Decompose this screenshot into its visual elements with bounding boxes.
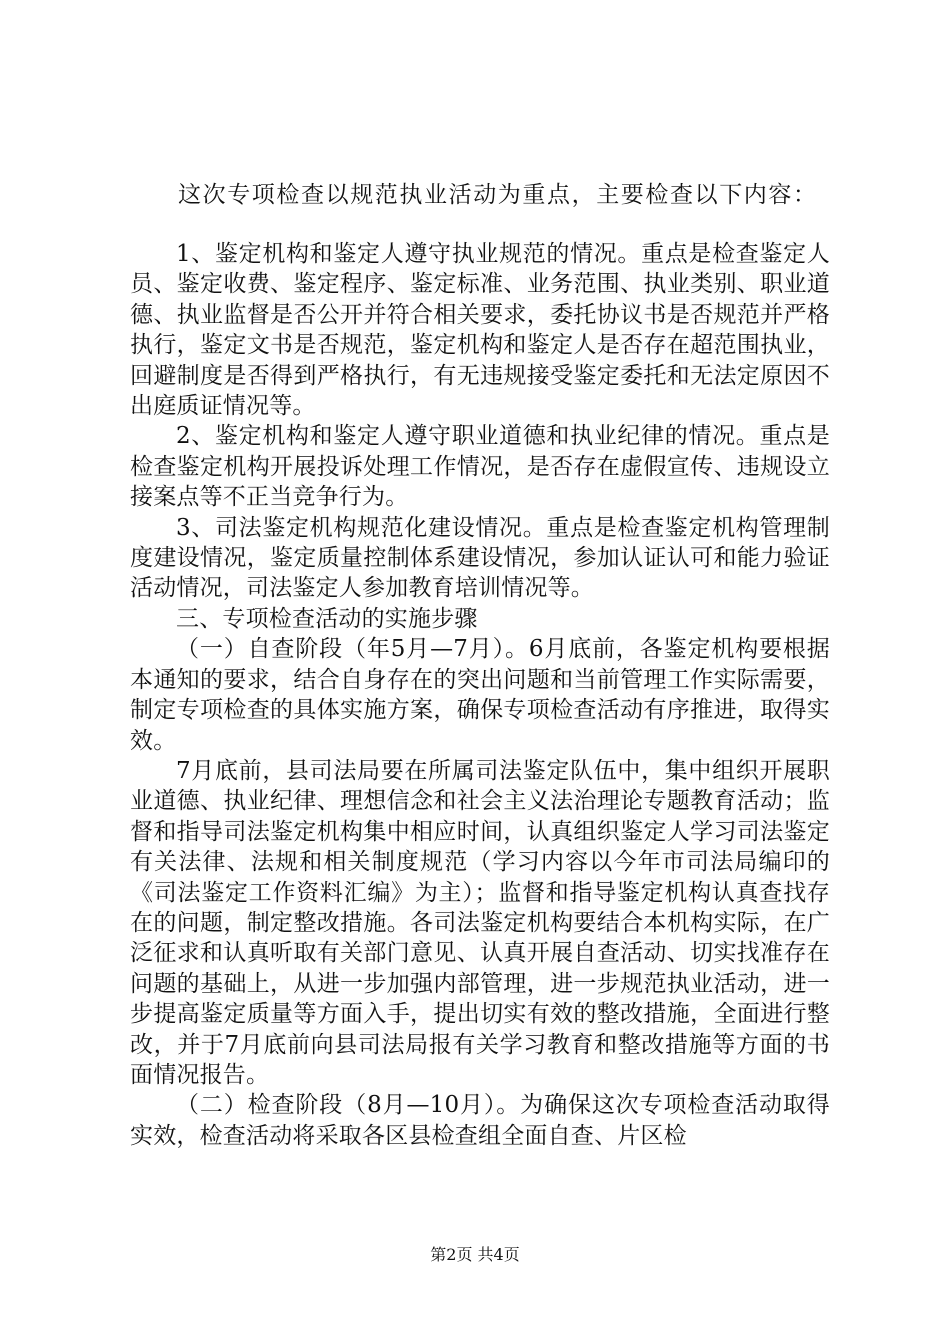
page-number-footer: 第2页 共4页 [430,1245,520,1264]
paragraph-item-1: 1、鉴定机构和鉴定人遵守执业规范的情况。重点是检查鉴定人员、鉴定收费、鉴定程序、鉴定标准、业务范围、执业类别、职业道德、执业监督是否公开并符合相关要求，委托协议书是否规范并严格执行，鉴定文书是否规范，鉴定机构和鉴定人是否存在超范围执业，回避制度是否得到严格执行，有无违规接受鉴定委托和无法定原因不出庭质证情况等。 [130,241,830,420]
paragraph-self-check: （一）自查阶段（年5月—7月）。6月底前，各鉴定机构要根据本通知的要求，结合自身存在的突出问题和当前管理工作实际需要，制定专项检查的具体实施方案，确保专项检查活动有序推进，取得实效。 [130,636,830,754]
section-heading: 三、专项检查活动的实施步骤 [176,605,478,632]
document-body [130,239,830,1151]
intro-paragraph: 这次专项检查以规范执业活动为重点，主要检查以下内容： [178,182,818,208]
paragraph-item-2: 2、鉴定机构和鉴定人遵守职业道德和执业纪律的情况。重点是检查鉴定机构开展投诉处理工作情况，是否存在虚假宣传、违规设立接案点等不正当竞争行为。 [130,423,830,511]
paragraph-inspection-stage: （二）检查阶段（8月—10月）。为确保这次专项检查活动取得实效，检查活动将采取各区县检查组全面自查、片区检 [130,1092,830,1149]
paragraph-july-deadline: 7月底前，县司法局要在所属司法鉴定队伍中，集中组织开展职业道德、执业纪律、理想信念和社会主义法治理论专题教育活动；监督和指导司法鉴定机构集中相应时间，认真组织鉴定人学习司法鉴定有关法律、法规和相关制度规范（学习内容以今年市司法局编印的《司法鉴定工作资料汇编》为主）；监督和指导鉴定机构认真查找存在的问题，制定整改措施。各司法鉴定机构要结合本机构实际，在广泛征求和认真听取有关部门意见、认真开展自查活动、切实找准存在问题的基础上，从进一步加强内部管理，进一步规范执业活动，进一步提高鉴定质量等方面入手，提出切实有效的整改措施，全面进行整改，并于7月底前向县司法局报有关学习教育和整改措施等方面的书面情况报告。 [130,757,830,1088]
paragraph-item-3: 3、司法鉴定机构规范化建设情况。重点是检查鉴定机构管理制度建设情况，鉴定质量控制体系建设情况，参加认证认可和能力验证活动情况，司法鉴定人参加教育培训情况等。 [130,514,830,602]
